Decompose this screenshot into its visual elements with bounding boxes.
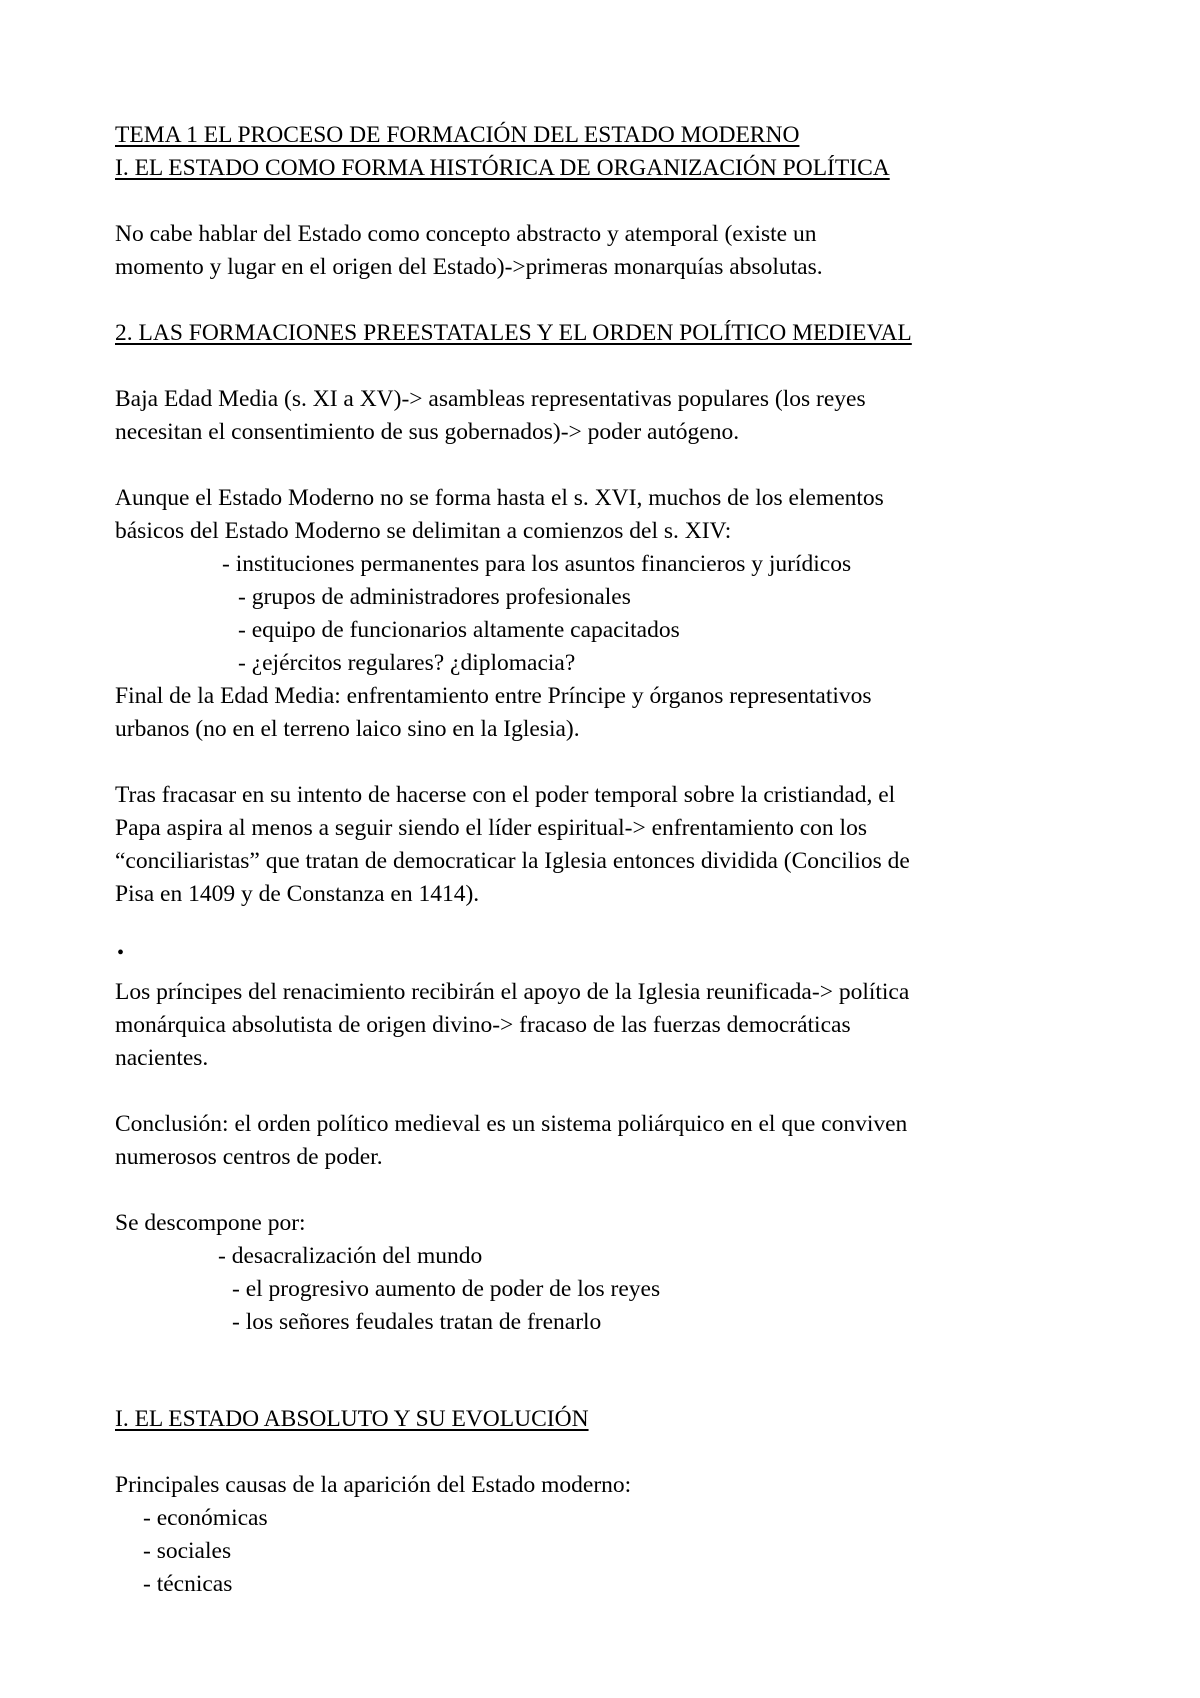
- document-title: TEMA 1 EL PROCESO DE FORMACIÓN DEL ESTADO MODERNO: [115, 122, 800, 148]
- paragraph-line: Los príncipes del renacimiento recibirán el apoyo de la Iglesia reunificada-> política: [115, 979, 910, 1005]
- list-item: - el progresivo aumento de poder de los reyes: [232, 1276, 661, 1302]
- section-heading-3: I. EL ESTADO ABSOLUTO Y SU EVOLUCIÓN: [115, 1406, 589, 1432]
- section-heading-2: 2. LAS FORMACIONES PREESTATALES Y EL ORDEN POLÍTICO MEDIEVAL: [115, 320, 912, 346]
- paragraph-line: monárquica absolutista de origen divino-> fracaso de las fuerzas democráticas: [115, 1012, 851, 1038]
- paragraph-line: No cabe hablar del Estado como concepto abstracto y atemporal (existe un: [115, 221, 817, 247]
- paragraph-line: Se descompone por:: [115, 1210, 306, 1236]
- list-item: - desacralización del mundo: [218, 1243, 483, 1269]
- bullet-icon: •: [117, 942, 125, 964]
- paragraph-line: básicos del Estado Moderno se delimitan a comienzos del s. XIV:: [115, 518, 732, 544]
- paragraph-line: Principales causas de la aparición del Estado moderno:: [115, 1472, 632, 1498]
- paragraph-line: numerosos centros de poder.: [115, 1144, 383, 1170]
- list-item: - técnicas: [143, 1571, 233, 1597]
- list-item: - los señores feudales tratan de frenarlo: [232, 1309, 602, 1335]
- list-item: - instituciones permanentes para los asuntos financieros y jurídicos: [222, 551, 852, 577]
- paragraph-line: Baja Edad Media (s. XI a XV)-> asambleas representativas populares (los reyes: [115, 386, 866, 412]
- list-item: - económicas: [143, 1505, 268, 1531]
- list-item: - equipo de funcionarios altamente capacitados: [238, 617, 680, 643]
- paragraph-line: Papa aspira al menos a seguir siendo el líder espiritual-> enfrentamiento con los: [115, 815, 867, 841]
- paragraph-line: urbanos (no en el terreno laico sino en la Iglesia).: [115, 716, 580, 742]
- paragraph-line: Final de la Edad Media: enfrentamiento entre Príncipe y órganos representativos: [115, 683, 872, 709]
- paragraph-line: necesitan el consentimiento de sus gobernados)-> poder autógeno.: [115, 419, 740, 445]
- paragraph-line: “conciliaristas” que tratan de democraticar la Iglesia entonces dividida (Concilios de: [115, 848, 910, 874]
- paragraph-line: nacientes.: [115, 1045, 209, 1071]
- paragraph-line: Aunque el Estado Moderno no se forma hasta el s. XVI, muchos de los elementos: [115, 485, 884, 511]
- list-item: - ¿ejércitos regulares? ¿diplomacia?: [238, 650, 576, 676]
- paragraph-line: Conclusión: el orden político medieval es un sistema poliárquico en el que conviven: [115, 1111, 908, 1137]
- paragraph-line: momento y lugar en el origen del Estado)->primeras monarquías absolutas.: [115, 254, 823, 280]
- list-item: - sociales: [143, 1538, 232, 1564]
- paragraph-line: Tras fracasar en su intento de hacerse con el poder temporal sobre la cristiandad, el: [115, 782, 896, 808]
- section-heading-1: I. EL ESTADO COMO FORMA HISTÓRICA DE ORGANIZACIÓN POLÍTICA: [115, 155, 890, 181]
- list-item: - grupos de administradores profesionales: [238, 584, 631, 610]
- paragraph-line: Pisa en 1409 y de Constanza en 1414).: [115, 881, 480, 907]
